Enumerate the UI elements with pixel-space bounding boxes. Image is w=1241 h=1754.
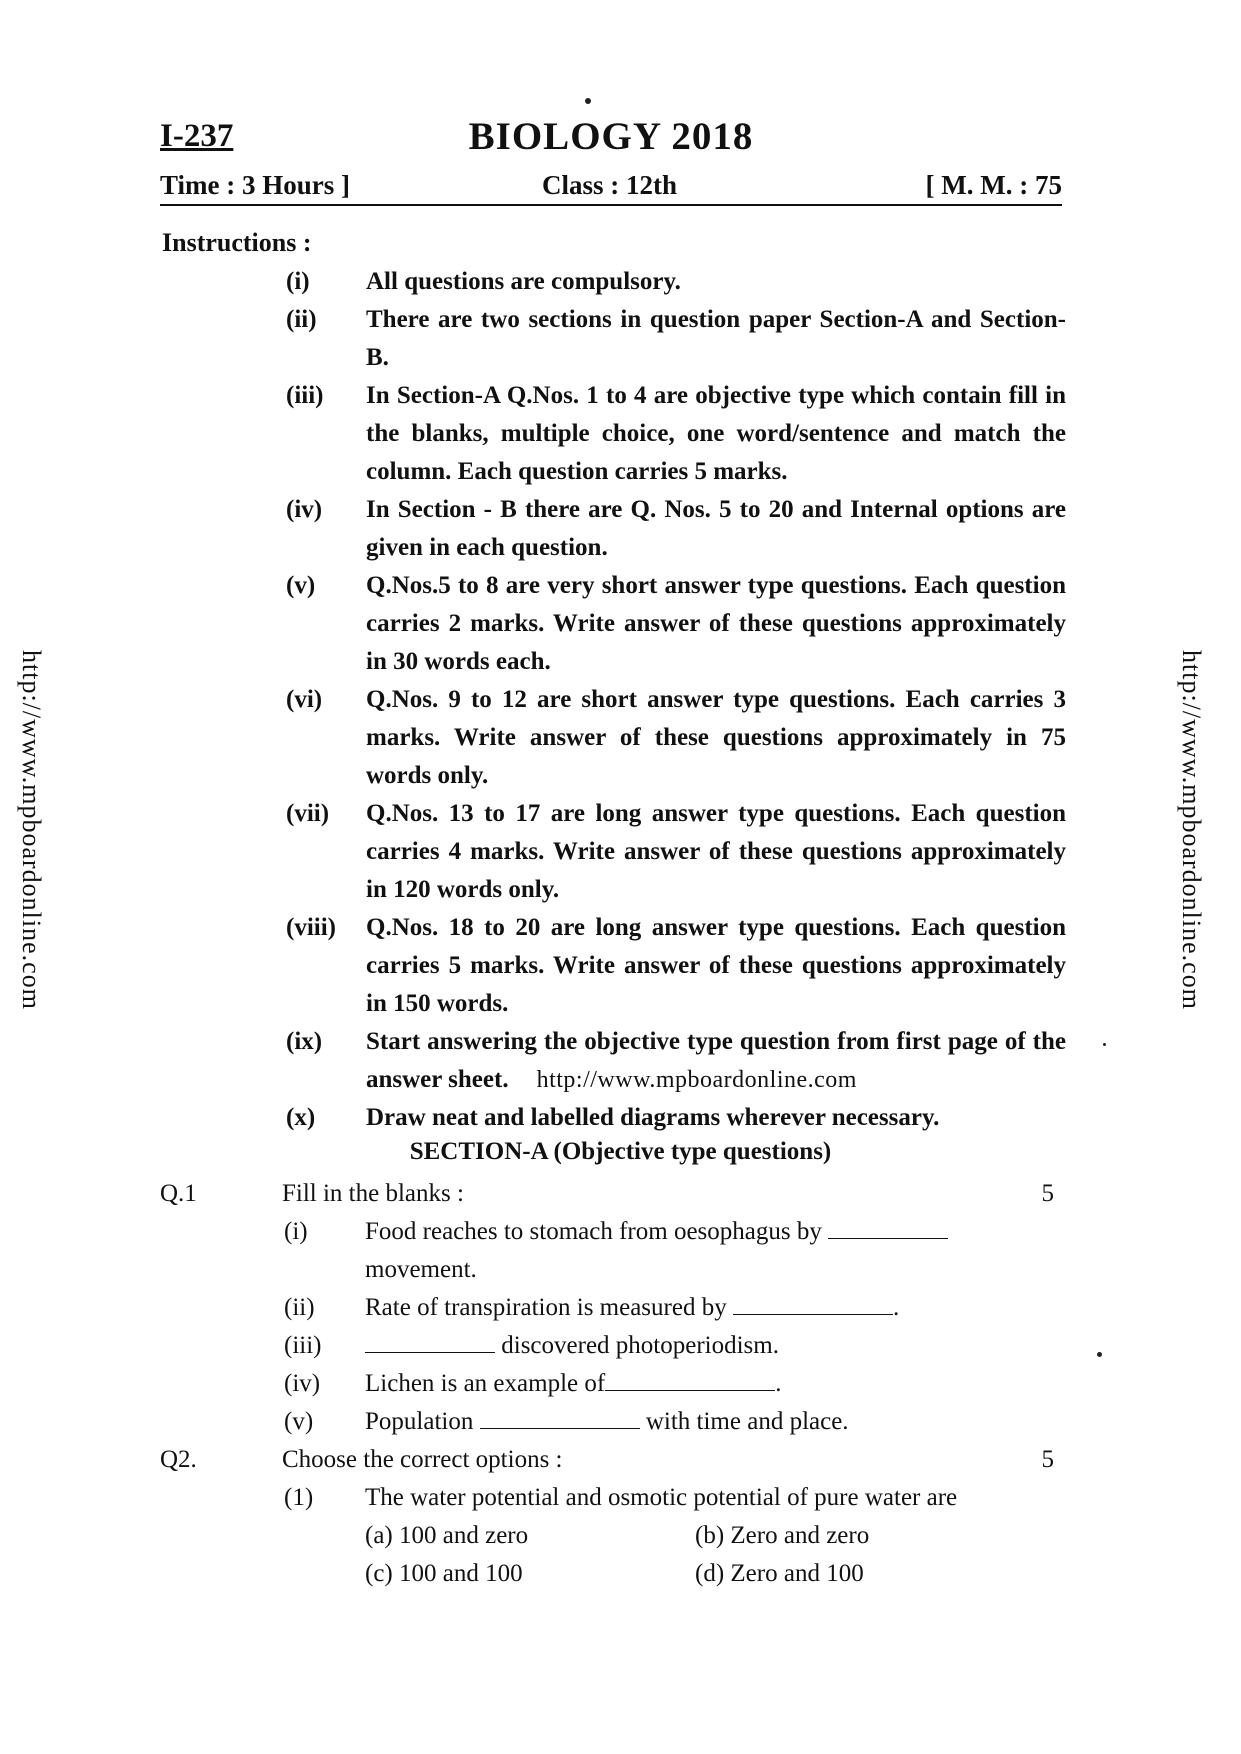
blank-item xyxy=(160,1327,1062,1365)
question-header xyxy=(160,1175,1062,1213)
exam-meta-row xyxy=(160,170,1062,206)
instructions-list xyxy=(160,263,1080,1137)
instruction-item xyxy=(160,491,1080,567)
watermark-right-text: http://www.mpboardonline.com xyxy=(1177,650,1206,1010)
watermark-left-text: http://www.mpboardonline.com xyxy=(17,650,46,1010)
item-text-before: Rate of transpiration is measured by xyxy=(365,1294,727,1321)
item-text xyxy=(365,1213,1055,1289)
instruction-text-with-url xyxy=(366,1023,1066,1099)
instruction-text: In Section-A Q.Nos. 1 to 4 are objective type which contain fill in the blanks, multiple choice, one word/sentence and match the column. Each question carries 5 marks. xyxy=(366,382,1066,485)
item-number: (1) xyxy=(284,1484,314,1511)
paper-title: BIOLOGY 2018 xyxy=(468,115,754,158)
answer-blank xyxy=(480,1404,640,1429)
option-b: (b) Zero and zero xyxy=(695,1522,870,1549)
question-1 xyxy=(160,1175,1062,1441)
instructions-heading: Instructions : xyxy=(162,228,312,257)
blank-item xyxy=(160,1289,1062,1327)
item-text xyxy=(365,1403,1055,1441)
item-text-before: Population xyxy=(365,1408,474,1435)
instruction-text: Q.Nos. 18 to 20 are long answer type questions. Each question carries 5 marks. Write answer of these questions approximately in 150 words. xyxy=(366,914,1066,1017)
item-text: The water potential and osmotic potential of pure water are xyxy=(365,1484,958,1511)
instruction-item xyxy=(160,301,1080,377)
item-text xyxy=(365,1289,1055,1327)
answer-blank xyxy=(733,1290,893,1315)
instruction-number: (iii) xyxy=(286,382,324,409)
instruction-item xyxy=(160,1023,1080,1099)
option-a: (a) 100 and zero xyxy=(365,1522,529,1549)
instruction-number: (x) xyxy=(286,1104,316,1131)
instruction-item xyxy=(160,263,1080,301)
item-text-before: Lichen is an example of xyxy=(365,1370,606,1397)
item-text-after: movement. xyxy=(365,1256,477,1283)
instruction-item xyxy=(160,377,1080,491)
item-text-after: with time and place. xyxy=(645,1408,849,1435)
paper-code: I-237 xyxy=(160,118,234,154)
item-text-before: Food reaches to stomach from oesophagus by xyxy=(365,1218,822,1245)
watermark-right xyxy=(1172,650,1206,1090)
answer-blank xyxy=(828,1214,948,1239)
section-a-title: SECTION-A (Objective type questions) xyxy=(409,1138,832,1165)
exam-class: Class : 12th xyxy=(542,170,678,200)
instruction-item xyxy=(160,1099,1080,1137)
instruction-number: (ii) xyxy=(286,306,317,333)
scan-speck xyxy=(1103,1043,1106,1046)
instruction-text: Q.Nos. 13 to 17 are long answer type questions. Each question carries 4 marks. Write answer of these questions approximately in 120 words only. xyxy=(366,800,1066,903)
exam-duration: Time : 3 Hours ] xyxy=(160,170,350,200)
mcq-options xyxy=(365,1517,1055,1593)
instruction-number: (vi) xyxy=(286,686,323,713)
exam-max-marks: [ M. M. : 75 xyxy=(925,170,1062,200)
item-number: (i) xyxy=(284,1218,308,1245)
instruction-text: There are two sections in question paper Section-A and Section-B. xyxy=(366,306,1066,371)
watermark-left xyxy=(12,650,46,1090)
instruction-number: (ix) xyxy=(286,1028,323,1055)
question-marks: 5 xyxy=(1041,1180,1054,1207)
blank-item xyxy=(160,1403,1062,1441)
item-number: (iv) xyxy=(284,1370,321,1397)
instruction-text: Q.Nos.5 to 8 are very short answer type questions. Each question carries 2 marks. Write answer of these questions approximately in 30 words each. xyxy=(366,572,1066,675)
item-text-after: . xyxy=(892,1294,900,1321)
instruction-number: (v) xyxy=(286,572,316,599)
instruction-number: (i) xyxy=(286,268,310,295)
question-number: Q.1 xyxy=(160,1180,197,1207)
scan-speck xyxy=(585,98,591,104)
inline-watermark-url: http://www.mpboardonline.com xyxy=(536,1067,857,1093)
option-c: (c) 100 and 100 xyxy=(365,1560,523,1587)
question-2 xyxy=(160,1441,1062,1593)
option-d: (d) Zero and 100 xyxy=(695,1560,864,1587)
instruction-text: Start answering the objective type question from first page of the answer sheet. xyxy=(366,1028,1066,1093)
question-header xyxy=(160,1441,1062,1479)
instruction-item xyxy=(160,909,1080,1023)
instruction-text: Draw neat and labelled diagrams wherever necessary. xyxy=(366,1104,940,1131)
instruction-number: (vii) xyxy=(286,800,330,827)
instruction-number: (iv) xyxy=(286,496,323,523)
question-text: Fill in the blanks : xyxy=(282,1180,464,1207)
instruction-text: All questions are compulsory. xyxy=(366,268,681,295)
answer-blank xyxy=(365,1328,495,1353)
instruction-text: In Section - B there are Q. Nos. 5 to 20 and Internal options are given in each question. xyxy=(366,496,1066,561)
item-text-after: . xyxy=(775,1370,782,1397)
item-text xyxy=(365,1327,1055,1365)
scan-speck xyxy=(1097,1352,1102,1357)
instruction-item xyxy=(160,567,1080,681)
item-number: (v) xyxy=(284,1408,314,1435)
item-number: (iii) xyxy=(284,1332,322,1359)
instruction-number: (viii) xyxy=(286,914,336,941)
instruction-text: Q.Nos. 9 to 12 are short answer type questions. Each carries 3 marks. Write answer of these questions approximately in 75 words only. xyxy=(366,686,1066,789)
mcq-item xyxy=(160,1479,1062,1517)
item-text xyxy=(365,1365,1055,1403)
question-marks: 5 xyxy=(1041,1446,1054,1473)
item-text-after: discovered photoperiodism. xyxy=(501,1332,779,1359)
item-number: (ii) xyxy=(284,1294,315,1321)
blank-item xyxy=(160,1213,1062,1289)
instruction-item xyxy=(160,681,1080,795)
question-text: Choose the correct options : xyxy=(282,1446,563,1473)
answer-blank xyxy=(605,1366,775,1391)
instruction-item xyxy=(160,795,1080,909)
blank-item xyxy=(160,1365,1062,1403)
question-number: Q2. xyxy=(160,1446,197,1473)
